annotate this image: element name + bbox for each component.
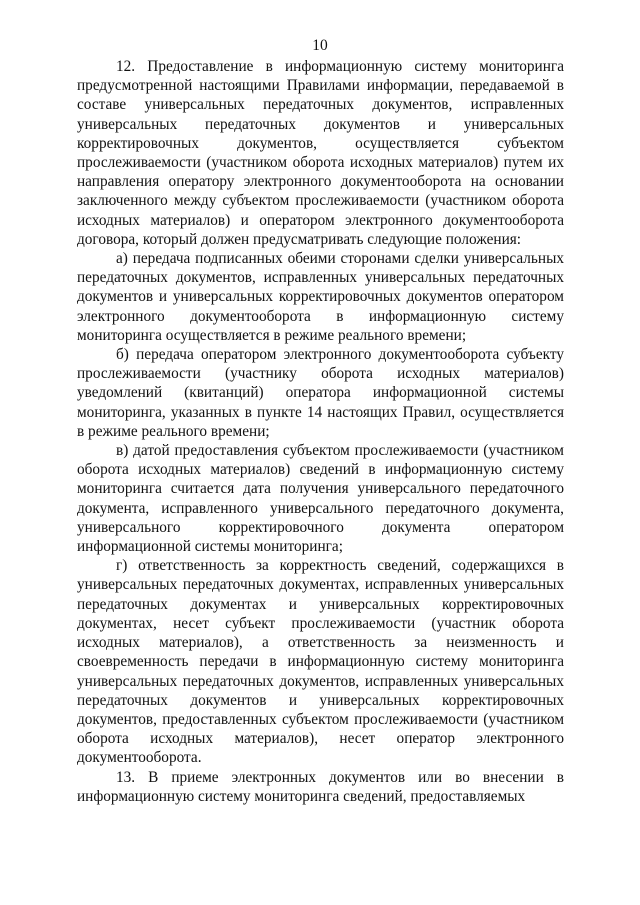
document-body xyxy=(77,57,564,806)
paragraph-12-v: в) датой предоставления субъектом прослеживаемости (участником оборота исходных материалов) сведений в информационную систему мониторинга считается дата получения универсального передаточного документа, исправленного универсального передаточного документа, универсального корректировочного документа оператором информационной системы мониторинга; xyxy=(77,442,564,556)
paragraph-12-g: г) ответственность за корректность сведений, содержащихся в универсальных передаточных документах, исправленных универсальных передаточных документах и универсальных корректировочных документах, несет субъект прослеживаемости (участник оборота исходных материалов), а ответственность за неизменность и своевременность передачи в информационную систему мониторинга универсальных передаточных документов, исправленных универсальных передаточных документов и универсальных корректировочных документов, предоставленных субъектом прослеживаемости (участником оборота исходных материалов), несет оператор электронного документооборота. xyxy=(77,557,564,767)
paragraph-13: 13. В приеме электронных документов или во внесении в информационную систему мониторинга сведений, предоставляемых xyxy=(77,768,564,805)
paragraph-12-a: а) передача подписанных обеими сторонами сделки универсальных передаточных документов, исправленных универсальных передаточных документов и универсальных корректировочных документов оператором электронного документооборота в информационную систему мониторинга осуществляется в режиме реального времени; xyxy=(77,250,564,344)
paragraph-12-b: б) передача оператором электронного документооборота субъекту прослеживаемости (участнику оборота исходных материалов) уведомлений (квитанций) оператора информационной системы мониторинга, указанных в пункте 14 настоящих Правил, осуществляется в режиме реального времени; xyxy=(77,346,564,440)
paragraph-12: 12. Предоставление в информационную систему мониторинга предусмотренной настоящими Правилами информации, передаваемой в составе универсальных передаточных документов, исправленных универсальных передаточных документов и универсальных корректировочных документов, осуществляется субъектом прослеживаемости (участником оборота исходных материалов) путем их направления оператору электронного документооборота на основании заключенного между субъектом прослеживаемости (участником оборота исходных материалов) и оператором электронного документооборота договора, который должен предусматривать следующие положения: xyxy=(77,58,564,248)
page-number: 10 xyxy=(312,37,328,54)
